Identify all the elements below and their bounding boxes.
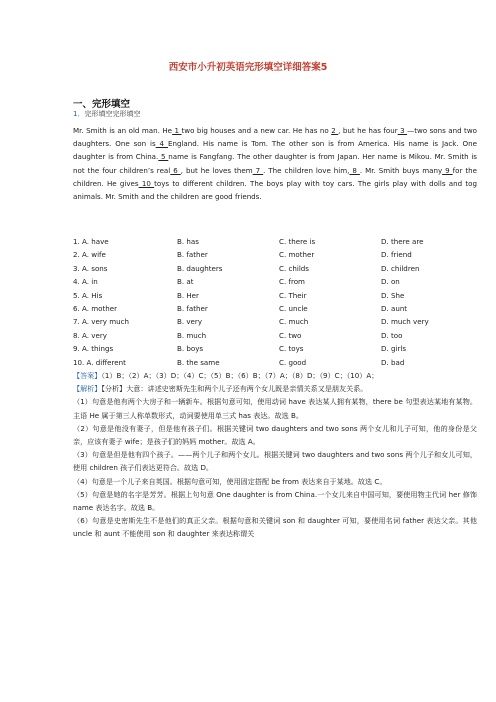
blank: 7 (252, 165, 264, 175)
option-item: D. children (381, 263, 420, 273)
option-row (73, 235, 483, 248)
analysis-intro (73, 382, 477, 395)
option-item: D. friend (381, 250, 412, 260)
option-item: B. father (176, 303, 208, 313)
option-item: 5. A. His (73, 290, 103, 300)
option-item: C. there is (278, 237, 316, 246)
blank: 5 (158, 152, 169, 162)
option-row (73, 315, 483, 328)
document-title: 西安市小升初英语完形填空详细答案5 (168, 62, 328, 73)
passage-text: —two sons and two daughters. One son is (73, 126, 477, 149)
option-row (73, 248, 483, 261)
option-item: 3. A. sons (73, 263, 108, 273)
option-item: 7. A. very much (73, 317, 129, 327)
option-item: C. mother (278, 250, 315, 260)
option-item: 9. A. things (73, 344, 114, 354)
section-heading: 一、完形填空 (73, 99, 131, 110)
answer-text: （1）B；（2）A；（3）D；（4）C；（5）B；（6）B；（7）A；（8）D；（9）C；（10）A； (101, 371, 379, 380)
passage-text: Mr. Smith is an old man. He (73, 126, 173, 135)
analysis-item: （2）句意是他没有妻子，但是他有孩子们。根据关键词 two daughters and two sons 两个女儿和儿子可知，他的身份是父亲，应该有妻子 wife；是孩子们的妈妈 mother。故选 A。 (73, 423, 477, 447)
option-item: B. at (176, 277, 194, 287)
option-item: 2. A. wife (73, 250, 106, 260)
option-item: D. bad (381, 357, 405, 367)
option-item: C. good (278, 357, 307, 367)
blank: 1 (172, 126, 182, 135)
blank: 10 (138, 178, 155, 188)
option-row (73, 302, 483, 315)
option-item: B. Her (176, 290, 199, 300)
option-item: B. daughters (176, 263, 223, 273)
options-list (73, 235, 483, 369)
answer-analysis (73, 369, 477, 541)
option-item: C. uncle (278, 303, 308, 313)
option-item: C. Their (278, 290, 307, 300)
passage-text: . The children love him, (263, 165, 350, 175)
option-item: 6. A. mother (73, 303, 118, 313)
blank: 2 (331, 126, 339, 135)
option-row (73, 275, 483, 288)
option-item: C. from (278, 277, 305, 287)
option-item: 8. A. very (73, 330, 107, 340)
answer-tag: 【答案】 (73, 371, 102, 380)
passage-text: England. His name is Tom. The other son is from America. His name is Jack. One daughter is from China. (73, 139, 477, 162)
question-title: 完形填空完形填空 (84, 110, 141, 118)
option-row (73, 329, 483, 342)
blank: 3 (397, 126, 408, 135)
option-item: B. very (176, 317, 203, 327)
option-item: B. the same (176, 357, 220, 367)
passage-text: . Mr. Smith buys many (359, 165, 443, 175)
passage-text: , but he has four (338, 126, 398, 135)
option-row (73, 262, 483, 275)
analysis-item: （6）句意是史密斯先生不是他们的真正父亲。根据句意和关键词 son 和 daughter 可知，要使用名词 father 表达父亲。其他 uncle 和 aunt 不能使用 son 和 daughter 来表达称谓关 (73, 516, 477, 539)
option-item: B. boys (176, 344, 204, 354)
option-item: D. too (381, 330, 403, 340)
blank: 6 (170, 165, 181, 175)
passage-text: , but he loves them (180, 165, 253, 175)
option-item: D. on (381, 277, 400, 287)
passage-text: two big houses and a new car. He has no (181, 126, 332, 135)
option-item: B. father (176, 250, 208, 260)
option-row (73, 356, 483, 369)
option-item: 4. A. in (73, 277, 98, 287)
analysis-items (73, 395, 477, 540)
analysis-tag: 【解析】 (73, 384, 102, 394)
analysis-item: （3）句意是但是他有四个孩子。——两个儿子和两个女儿。根据关键词 two daughters and two sons 两个儿子和女儿可知，使用 children 孩子们表达更符合。故选 D。 (73, 450, 477, 473)
option-item: D. She (381, 290, 405, 300)
option-row (73, 289, 483, 302)
passage-text: toys to different children. The boys play with toy cars. The girls play with dolls and tog animals. Mr. Smith and the children are good friends. (73, 178, 477, 202)
answer-line (73, 369, 477, 382)
option-item: C. two (278, 330, 302, 340)
option-item: C. childs (278, 263, 309, 273)
analysis-item: （5）句意是她的名字是芳芳。根据上句句意 One daughter is from China.一个女儿来自中国可知，要使用物主代词 her 修饰 name 表达名字。故选 B。 (73, 489, 477, 513)
question-number: 1． (73, 110, 85, 118)
analysis-intro-text: 【分析】大意：讲述史密斯先生和两个儿子还有两个女儿既是亲情关系又是朋友关系。 (101, 384, 368, 394)
option-item: D. girls (381, 344, 407, 354)
option-item: 10. A. different (73, 357, 126, 367)
question-label (73, 109, 140, 119)
option-item: B. much (176, 330, 207, 340)
option-row (73, 342, 483, 355)
blank: 4 (155, 139, 168, 149)
analysis-item: （1）句意是他有两个大房子和一辆新车。根据句意可知，使用动词 have 表达某人拥有某物，there be 句型表达某地有某物。主语 He 属于第三人称单数形式，动词要使用单三式 has 表达。故选 B。 (73, 397, 477, 420)
passage-text: name is Fangfang. The other daughter is from Japan. Her name is Mikou. Mr. Smith is not the four children’s real (73, 152, 477, 175)
option-item: D. aunt (381, 303, 408, 313)
analysis-item: （4）句意是一个儿子来自英国。根据句意可知，使用固定搭配 be from 表达来自于某地。故选 C。 (73, 476, 387, 486)
cloze-passage (73, 124, 477, 203)
blank: 9 (442, 165, 453, 175)
option-item: D. there are (381, 237, 424, 246)
option-item: D. much very (381, 317, 429, 327)
option-item: C. toys (278, 344, 304, 354)
option-item: B. has (176, 237, 199, 246)
option-item: 1. A. have (73, 237, 109, 246)
option-item: C. much (278, 317, 309, 327)
passage-text: for the children. He gives (73, 165, 478, 188)
blank: 8 (349, 165, 360, 175)
